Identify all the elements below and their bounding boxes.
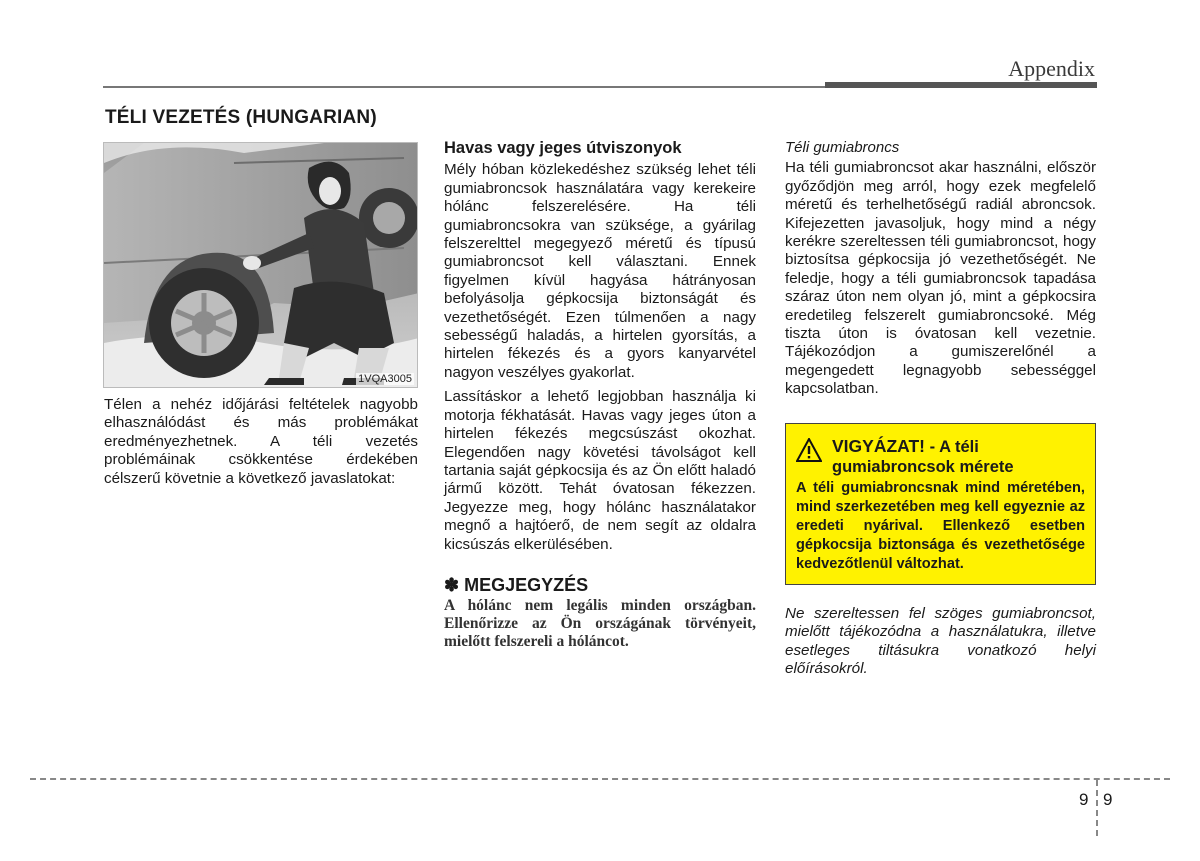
- header-title: Appendix: [1008, 56, 1095, 81]
- column-2: [444, 139, 756, 651]
- illustration-svg: [104, 143, 418, 388]
- page-section-number: 9: [1079, 790, 1089, 809]
- warning-box: [785, 423, 1096, 585]
- column-3: [785, 139, 1096, 678]
- footer-rule: [30, 778, 1170, 780]
- paragraph-winter-tires: Ha téli gumiabroncsot akar használni, először győződjön meg arról, hogy ezek megfelelő méretű és terhelhetőségű radiál abroncsok. Kifejezetten javasoljuk, hogy mind a négy kerékre szereltessen téli gumiabroncsot, hogy biztosítsa gépkocsija jó vezethetőségét. Ne feledje, hogy a téli gumiabroncsok tapadása száraz úton nem olyan jó, mint a gépkocsira eredetileg felszerelt gumiabroncsoké. Még tiszta úton is óvatosan kell vezetnie. Tájékozódjon a gumiszerelőnél a megengedett legnagyobb sebességgel kapcsolatban.: [785, 159, 1096, 398]
- warning-title: [796, 436, 1085, 477]
- note-body: A hólánc nem legális minden országban. Ellenőrizze az Ön országának törvényeit, mielőtt felszereli a hóláncot.: [444, 597, 756, 651]
- warning-title-line2: gumiabroncsok mérete: [832, 457, 1014, 476]
- paragraph-braking: Lassításkor a lehető legjobban használja ki motorja fékhatását. Havas vagy jeges úton a hirtelen fékezés megcsúszást okozhat. Elegendően nagy követési távolságot kell tartania saját gépkocsija és az Ön előtt haladó jármű között. Tehát óvatosan fékezzen. Jegyezze meg, hogy hólánc használatakor megnő a hajtóerő, de nem segít az oldalra kicsúszás elkerülésében.: [444, 388, 756, 553]
- paragraph-studded-tires: Ne szereltessen fel szöges gumiabroncsot, mielőtt tájékozódna a használatukra, illetve esetleges tiltásukra vonatkozó helyi előírásokról.: [785, 604, 1096, 677]
- note-title: MEGJEGYZÉS: [464, 574, 589, 595]
- warning-title-rest: - A téli: [925, 437, 979, 456]
- intro-paragraph: Télen a nehéz időjárási feltételek nagyobb elhasználódást és más problémákat eredményezhetnek. A téli vezetés problémáinak csökkentése érdekében célszerű követnie a következő javaslatokat:: [104, 396, 418, 487]
- note-heading: [444, 576, 756, 594]
- section-title: TÉLI VEZETÉS (HUNGARIAN): [105, 107, 377, 128]
- header-rule: [103, 86, 825, 88]
- subheading-snowy-roads: Havas vagy jeges útviszonyok: [444, 139, 682, 157]
- illustration-code: 1VQA3005: [358, 373, 412, 385]
- column-1: [104, 396, 418, 488]
- warning-label: VIGYÁZAT!: [832, 435, 926, 456]
- subheading-winter-tires: Téli gumiabroncs: [785, 139, 900, 156]
- page-number: 9: [1103, 790, 1113, 809]
- illustration-woman-checking-tire: [103, 142, 418, 388]
- paragraph-snow-tires: Mély hóban közlekedéshez szükség lehet téli gumiabroncsok használatára vagy kerekeire hólánc felszerelésére. Ha téli gumiabroncsokra van szüksége, a gyárilag felszerelttel megegyező méretű és típusú gumiabroncsot kell választani. Ennek figyelmen kívül hagyása hátrányosan befolyásolja gépkocsija biztonságát és vezethetőségét. Ezen túlmenően a nagy sebességű haladás, a hirtelen gyorsítás, a hirtelen fékezés és a gyors kanyarvétel nagyon veszélyes gyakorlat.: [444, 161, 756, 381]
- note-star-icon: ✽: [444, 574, 460, 595]
- page-number-divider: [1096, 780, 1098, 836]
- warning-triangle-icon: [796, 438, 822, 462]
- header-rule-accent: [825, 82, 1097, 88]
- warning-body: A téli gumiabroncsnak mind méretében, mind szerkezetében meg kell egyeznie az eredeti nyárival. Ellenkező esetben gépkocsija biztonsága és vezethetősége kedvezőtlenül változhat.: [796, 479, 1085, 572]
